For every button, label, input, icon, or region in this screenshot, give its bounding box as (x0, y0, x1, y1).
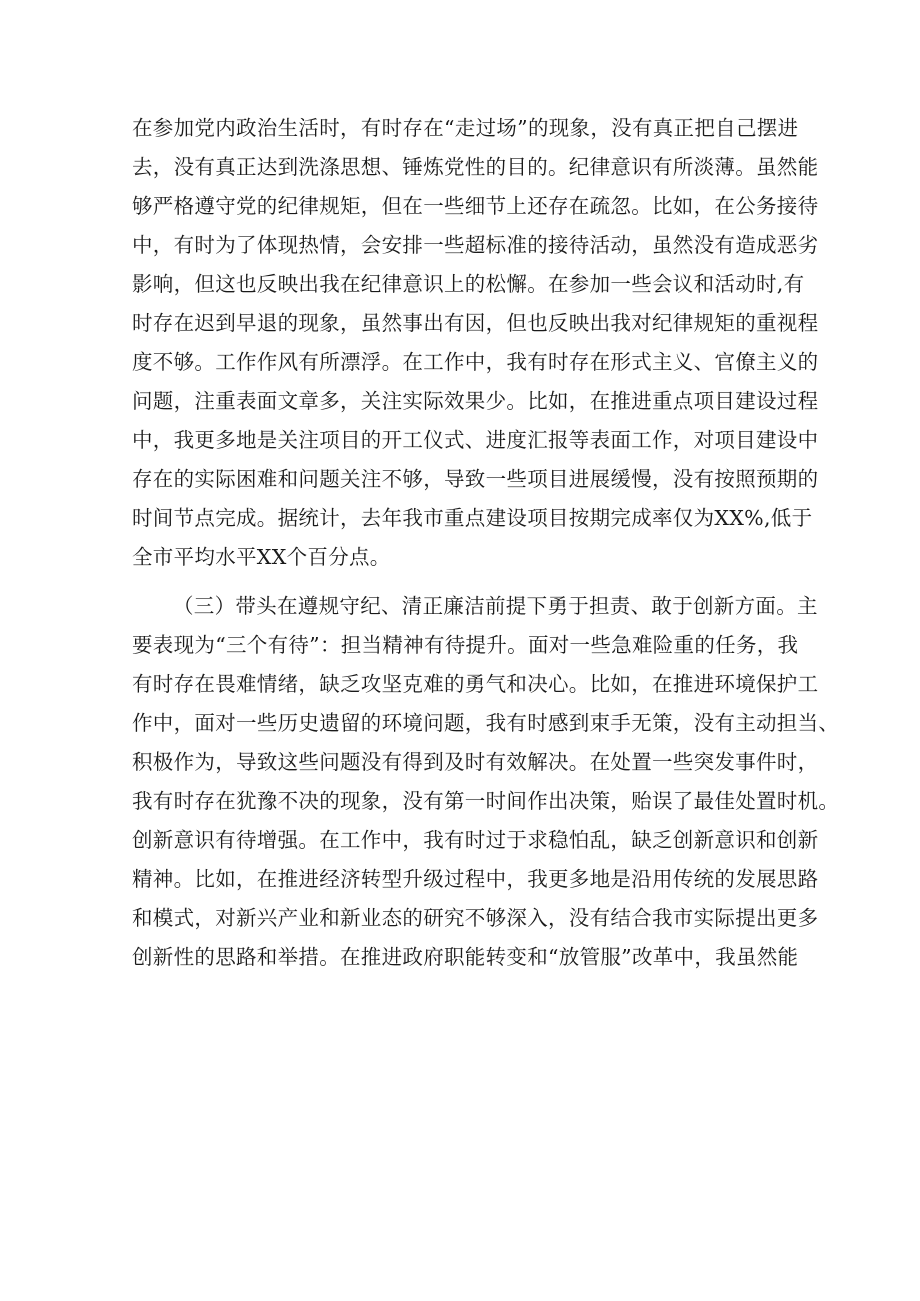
paragraph-line: 我有时存在犹豫不决的现象，没有第一时间作出决策，贻误了最佳处置时机。 (132, 789, 840, 813)
paragraph-1 (132, 109, 819, 577)
paragraph-line-indented: （三）带头在遵规守纪、清正廉洁前提下勇于担责、敢于创新方面。主 (173, 594, 818, 618)
document-body (132, 109, 840, 977)
paragraph-line: 作中，面对一些历史遗留的环境问题，我有时感到束手无策，没有主动担当、 (132, 711, 840, 735)
paragraph-line: 积极作为，导致这些问题没有得到及时有效解决。在处置一些突发事件时， (132, 750, 819, 774)
paragraph-line: 去，没有真正达到洗涤思想、锤炼党性的目的。纪律意识有所淡薄。虽然能 (132, 155, 819, 179)
paragraph-2 (132, 587, 840, 977)
paragraph-line: 影响，但这也反映出我在纪律意识上的松懈。在参加一些会议和活动时,有 (132, 272, 805, 296)
paragraph-line: 要表现为“三个有待”：担当精神有待提升。面对一些急难险重的任务，我 (132, 633, 799, 657)
paragraph-line: 创新性的思路和举措。在推进政府职能转变和“放管服”改革中，我虽然能 (132, 945, 799, 969)
paragraph-line: 时存在迟到早退的现象，虽然事出有因，但也反映出我对纪律规矩的重视程 (132, 311, 819, 335)
paragraph-line: 全市平均水平XX个百分点。 (132, 545, 391, 569)
paragraph-line: 问题，注重表面文章多，关注实际效果少。比如，在推进重点项目建设过程 (132, 389, 819, 413)
paragraph-line: 中，我更多地是关注项目的开工仪式、进度汇报等表面工作，对项目建设中 (132, 428, 819, 452)
paragraph-line: 存在的实际困难和问题关注不够，导致一些项目进展缓慢，没有按照预期的 (132, 467, 819, 491)
paragraph-line: 中，有时为了体现热情，会安排一些超标准的接待活动，虽然没有造成恶劣 (132, 233, 819, 257)
paragraph-line: 精神。比如，在推进经济转型升级过程中，我更多地是沿用传统的发展思路 (132, 867, 819, 891)
paragraph-line: 有时存在畏难情绪，缺乏攻坚克难的勇气和决心。比如，在推进环境保护工 (132, 672, 819, 696)
paragraph-line: 和模式，对新兴产业和新业态的研究不够深入，没有结合我市实际提出更多 (132, 906, 819, 930)
paragraph-line: 够严格遵守党的纪律规矩，但在一些细节上还存在疏忽。比如，在公务接待 (132, 194, 819, 218)
paragraph-line: 度不够。工作作风有所漂浮。在工作中，我有时存在形式主义、官僚主义的 (132, 350, 819, 374)
paragraph-line: 在参加党内政治生活时，有时存在“走过场”的现象，没有真正把自己摆进 (132, 116, 799, 140)
paragraph-spacer (132, 577, 804, 587)
paragraph-line: 时间节点完成。据统计，去年我市重点建设项目按期完成率仅为XX%,低于 (132, 506, 813, 530)
paragraph-line: 创新意识有待增强。在工作中，我有时过于求稳怕乱，缺乏创新意识和创新 (132, 828, 819, 852)
